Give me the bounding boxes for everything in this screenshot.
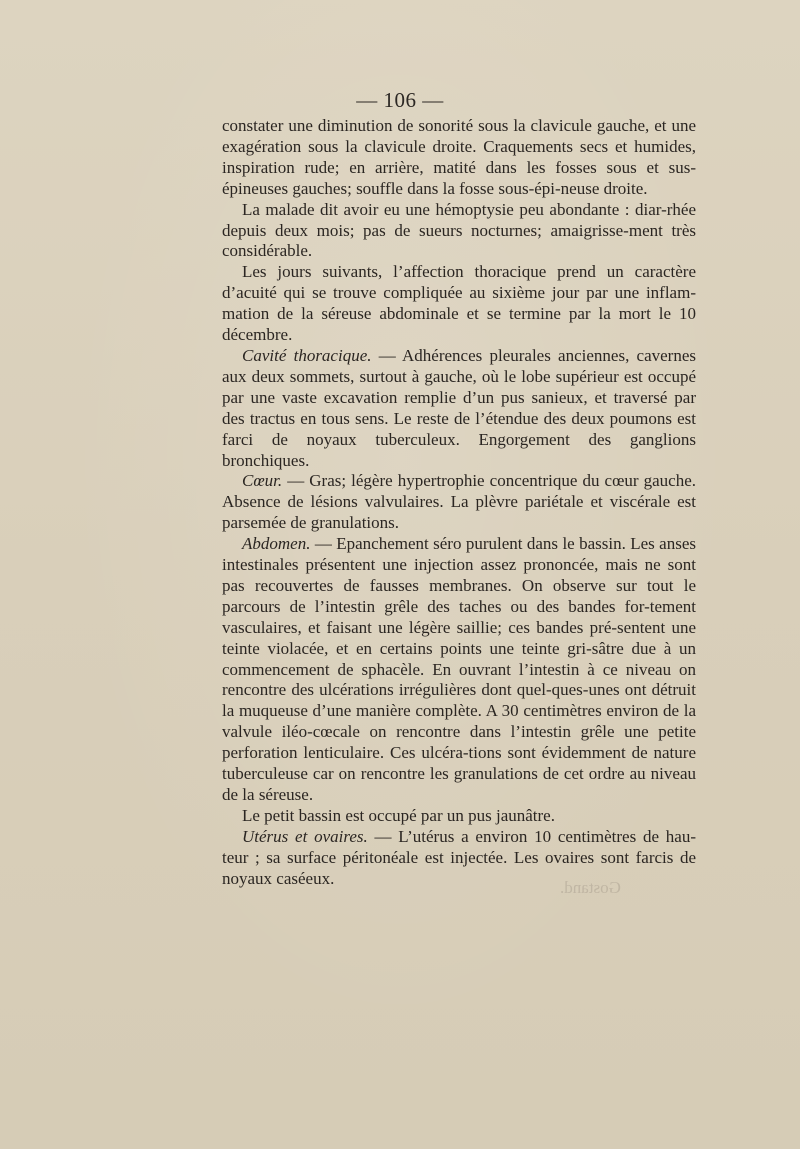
page-number: — 106 —: [356, 88, 444, 112]
paragraph-following-days: [222, 262, 696, 346]
section-heading-heart: Cœur.: [242, 471, 283, 491]
section-heading-uterus-ovaries: Utérus et ovaires.: [242, 826, 368, 846]
paragraph-uterus-ovaries: [222, 827, 696, 890]
body-text: [222, 116, 696, 890]
section-heading-thoracic-cavity: Cavité thoracique.: [242, 345, 372, 365]
paragraph-pelvis: [222, 806, 696, 827]
paragraph-text: La malade dit avoir eu une hémoptysie peu abondante : diar-rhée depuis deux mois; pas de sueurs nocturnes; amaigrisse-ment très considérable.: [222, 199, 696, 261]
paragraph-text: Le petit bassin est occupé par un pus jaunâtre.: [242, 805, 555, 825]
paragraph-text: — Adhérences pleurales anciennes, cavernes aux deux sommets, surtout à gauche, où le lobe supérieur est occupé par une vaste excavation remplie d’un pus sanieux, et traversé par des tractus en tous sens. Le reste de l’étendue des deux poumons est farci de noyaux tuberculeux. Engorgement des ganglions bronchiques.: [222, 345, 697, 470]
paragraph-text: — Epanchement séro purulent dans le bassin. Les anses intestinales présentent une injection assez prononcée, mais ne sont pas recouvertes de fausses membranes. On observe sur tout le parcours de l’intestin grêle des taches ou des bandes for-tement vasculaires, et faisant une légère saillie; ces bandes pré-sentent une teinte violacée, et en certains points une teinte gri-sâtre due à un commencement de sphacèle. En ouvrant l’intestin à ce niveau on rencontre des ulcérations irrégulières dont quel-ques-unes ont détruit la muqueuse d’une manière complète. A 30 centimètres environ de la valvule iléo-cœcale on rencontre dans l’intestin grêle une petite perforation lenticulaire. Ces ulcéra-tions sont évidemment de nature tuberculeuse car on rencontre les granulations de cet ordre au niveau de la séreuse.: [222, 534, 696, 804]
paragraph-text: Les jours suivants, l’affection thoracique prend un caractère d’acuité qui se trouve compliquée au sixième jour par une inflam-mation de la séreuse abdominale et se termine par la mort le 10 décembre.: [222, 262, 696, 345]
paragraph-text: — L’utérus a environ 10 centimètres de hau-teur ; sa surface péritonéale est injectée. Les ovaires sont farcis de noyaux caséeux.: [222, 826, 696, 888]
paragraph-hemoptysis: [222, 200, 696, 263]
paragraph-abdomen: [222, 534, 696, 806]
section-heading-abdomen: Abdomen.: [242, 534, 311, 554]
bleed-through-text: Gostand.: [560, 878, 621, 897]
paragraph-thoracic-cavity: [222, 346, 696, 471]
paragraph-text: constater une diminution de sonorité sous la clavicule gauche, et une exagération sous la clavicule droite. Craquements secs et humides, inspiration rude; en arrière, matité dans les fosses sous et sus-épineuses gauches; souffle dans la fosse sous-épi-neuse droite.: [222, 116, 696, 198]
paragraph-text: — Gras; légère hypertrophie concentrique du cœur gauche. Absence de lésions valvulaires. La plèvre pariétale et viscérale est parsemée de granulations.: [222, 471, 696, 533]
paragraph-heart: [222, 471, 696, 534]
paragraph-continuation: [222, 116, 696, 200]
